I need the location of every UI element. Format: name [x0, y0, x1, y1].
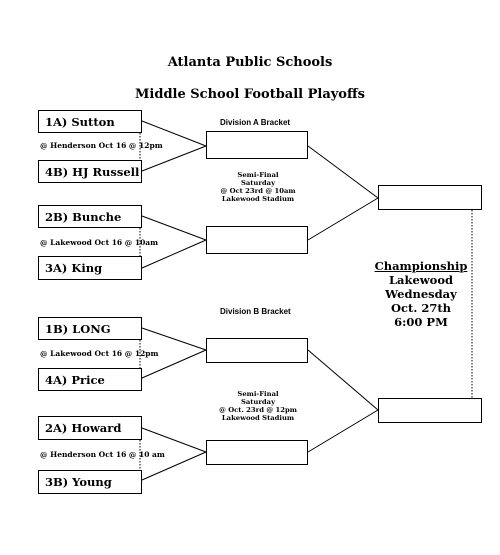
team-1a-sutton — [38, 110, 142, 133]
page-title: Atlanta Public Schools — [167, 55, 333, 70]
semi-line: Saturday — [240, 398, 276, 406]
team-1b-long — [38, 317, 142, 340]
division-a-semi-slot-2 — [206, 226, 308, 254]
division-a-semi-slot-1 — [206, 131, 308, 159]
team-label: 2A) Howard — [45, 421, 122, 435]
game-b2-location: @ Henderson Oct 16 @ 10 am — [40, 450, 165, 459]
championship-time: 6:00 PM — [394, 315, 448, 329]
division-b-final-slot — [378, 398, 482, 423]
team-2a-howard — [38, 416, 142, 440]
team-label: 1A) Sutton — [45, 114, 115, 129]
division-b-semi-slot-2 — [206, 440, 308, 465]
game-b1-location: @ Lakewood Oct 16 @ 12pm — [40, 349, 159, 358]
game-a2-location: @ Lakewood Oct 16 @ 10am — [40, 238, 159, 247]
team-3a-king — [38, 256, 142, 280]
line-b-semi-bottom — [308, 410, 378, 452]
semi-line: @ Oct 23rd @ 10am — [220, 187, 296, 195]
game-a1-location: @ Henderson Oct 16 @ 12pm — [40, 141, 163, 150]
division-b-semi-slot-1 — [206, 338, 308, 363]
team-label: 1B) LONG — [45, 321, 111, 336]
line-b2-top — [142, 428, 206, 452]
line-a-semi-top — [308, 146, 378, 198]
championship-date: Oct. 27th — [390, 301, 451, 315]
semi-line: @ Oct. 23rd @ 12pm — [219, 406, 297, 414]
championship-info — [366, 259, 476, 329]
line-b-semi-top — [308, 350, 378, 410]
division-a-final-slot — [378, 185, 482, 210]
team-4a-price — [38, 368, 142, 391]
team-2b-bunche — [38, 205, 142, 228]
semi-line: Semi-Final — [237, 390, 279, 398]
championship-venue: Lakewood — [388, 273, 454, 287]
semi-line: Lakewood Stadium — [221, 195, 295, 203]
team-4b-hj-russell — [38, 160, 142, 183]
division-b-semi-info — [203, 390, 313, 422]
team-label: 3B) Young — [45, 475, 112, 489]
team-label: 4A) Price — [45, 372, 105, 387]
division-a-semi-info — [203, 171, 313, 203]
semi-line: Saturday — [240, 179, 276, 187]
team-label: 4B) HJ Russell — [45, 164, 140, 179]
semi-line: Semi-Final — [237, 171, 279, 179]
team-label: 3A) King — [45, 261, 103, 275]
team-label: 2B) Bunche — [45, 209, 122, 224]
line-a-semi-bottom — [308, 198, 378, 240]
page-subtitle: Middle School Football Playoffs — [135, 87, 365, 102]
division-b-label: Division B Bracket — [220, 307, 291, 316]
line-b1-top — [142, 328, 206, 350]
championship-day: Wednesday — [385, 287, 457, 301]
team-3b-young — [38, 470, 142, 494]
line-a2-top — [142, 216, 206, 240]
division-a-label: Division A Bracket — [220, 118, 291, 127]
championship-heading: Championship — [374, 259, 468, 273]
semi-line: Lakewood Stadium — [221, 414, 295, 422]
